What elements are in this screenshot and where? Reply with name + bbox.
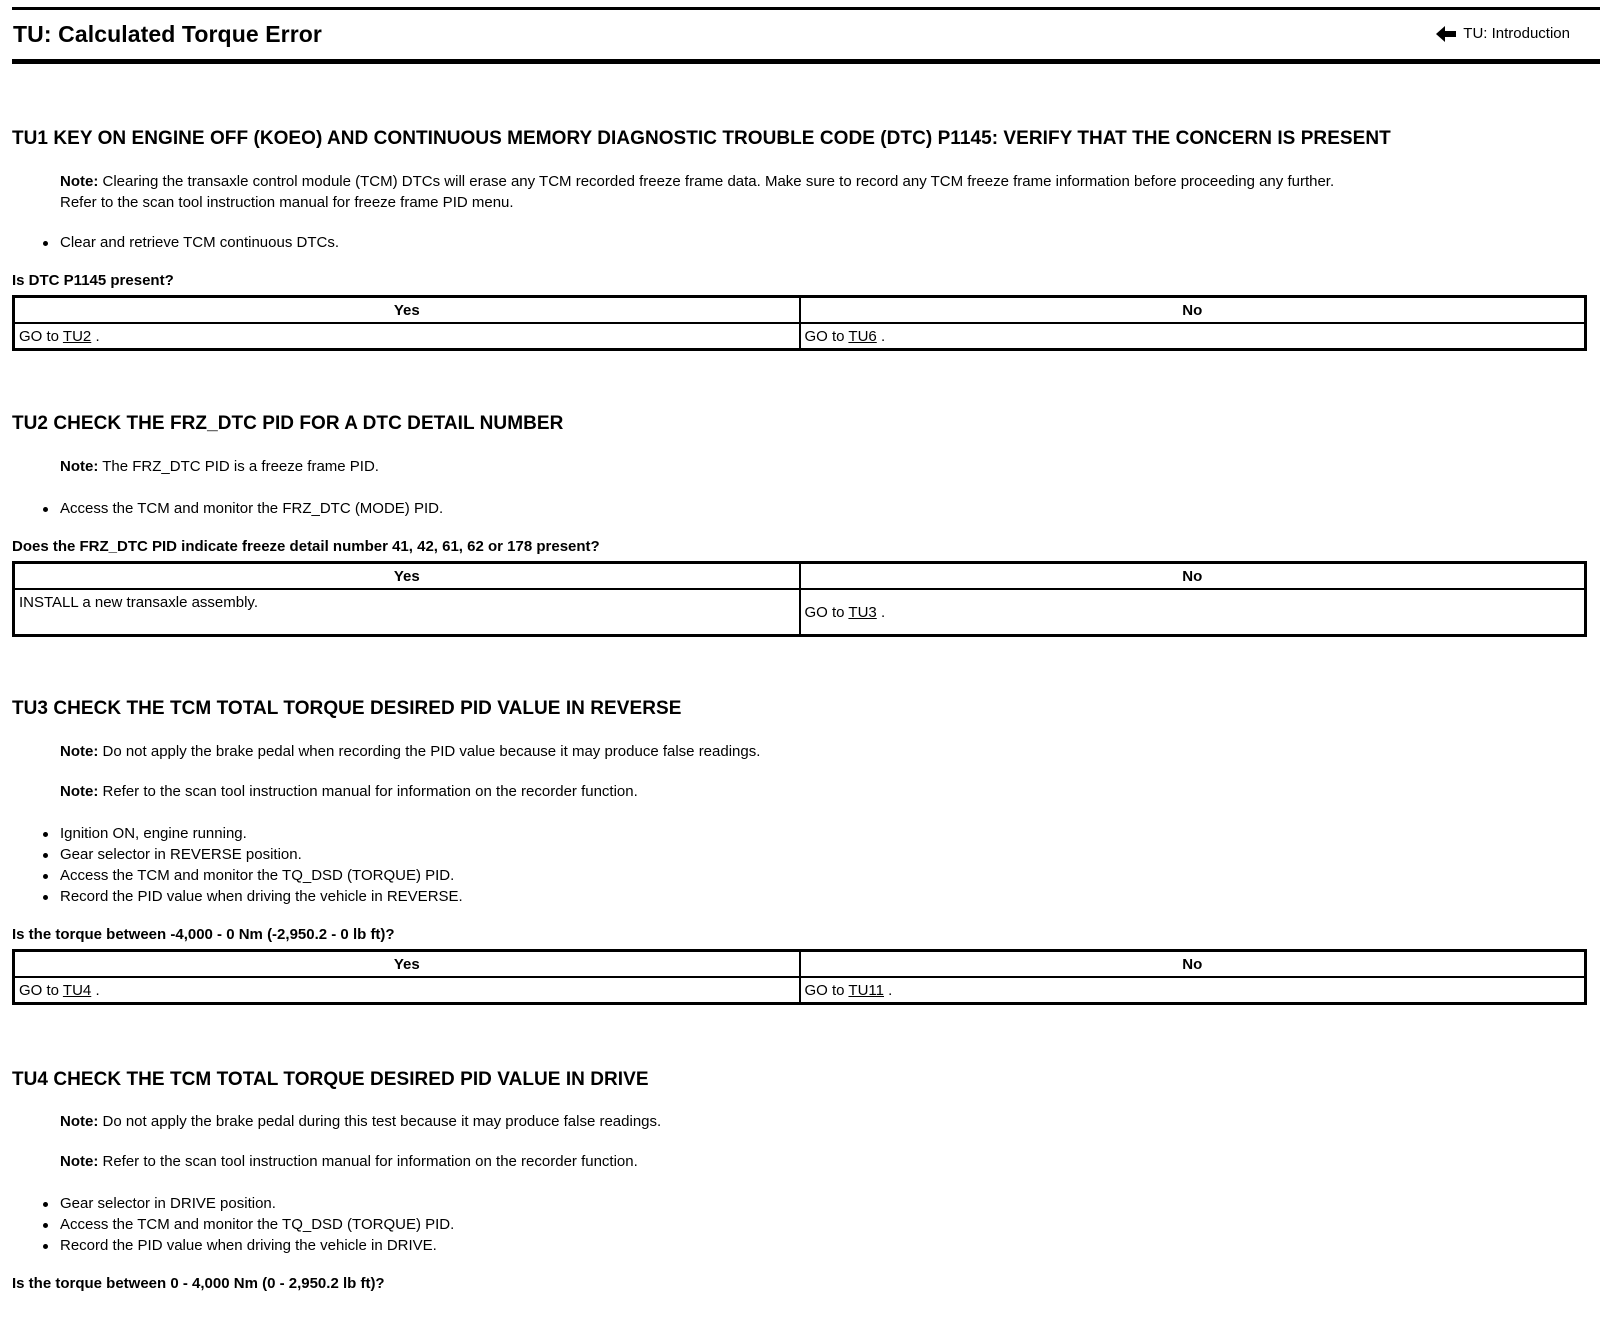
link-tu4[interactable]: TU4 [62,981,92,999]
note [60,1151,1587,1172]
note-text-continued: Refer to the scan tool instruction manual for freeze frame PID menu. [60,194,514,211]
note-text: Do not apply the brake pedal during this test because it may produce false readings. [102,1113,662,1130]
section-tu4 [12,1069,1587,1292]
note [60,781,1587,802]
list-item: Clear and retrieve TCM continuous DTCs. [60,232,1587,253]
note-label: Note: [60,458,99,475]
period: . [880,603,886,621]
note-label: Note: [60,743,99,760]
link-tu3[interactable]: TU3 [848,603,877,621]
left-arrow-icon [1436,26,1456,42]
note-text: Do not apply the brake pedal when recording the PID value because it may produce false readings. [102,743,761,760]
no-header: No [800,563,1586,590]
question: Does the FRZ_DTC PID indicate freeze detail number 41, 42, 61, 62 or 178 present? [12,538,600,555]
no-header: No [800,297,1586,324]
note-text: Clearing the transaxle control module (TCM) DTCs will erase any TCM recorded freeze frame data. Make sure to record any TCM freeze frame information before proceeding any further. [102,173,1335,190]
answer-table [12,949,1587,1005]
step-list [12,498,1587,519]
no-header: No [800,951,1586,978]
period: . [95,981,100,999]
note [60,1111,1587,1132]
note-label: Note: [60,173,99,190]
goto-text: GO to [804,981,845,999]
yes-cell [14,977,800,1004]
list-item: Access the TCM and monitor the TQ_DSD (TORQUE) PID. [60,1214,1587,1235]
title-underline [12,59,1600,64]
question: Is DTC P1145 present? [12,272,174,289]
yes-header: Yes [14,951,800,978]
goto-text: GO to [804,327,845,345]
back-link-label[interactable]: TU: Introduction [1463,25,1570,42]
period: . [888,981,893,999]
no-cell [800,977,1586,1004]
link-tu11[interactable]: TU11 [848,981,884,999]
note-text: Refer to the scan tool instruction manual for information on the recorder function. [102,1153,638,1170]
page-title: TU: Calculated Torque Error [13,21,322,47]
section-heading: TU2 CHECK THE FRZ_DTC PID FOR A DTC DETAIL NUMBER [12,413,564,434]
yes-cell [14,323,800,350]
note-label: Note: [60,1153,99,1170]
list-item: Record the PID value when driving the vehicle in REVERSE. [60,886,1587,907]
section-heading: TU1 KEY ON ENGINE OFF (KOEO) AND CONTINUOUS MEMORY DIAGNOSTIC TROUBLE CODE (DTC) P1145: VERIFY THAT THE CONCERN IS PRESENT [12,128,1391,149]
list-item: Gear selector in REVERSE position. [60,844,1587,865]
period: . [95,327,100,345]
goto-text: GO to [19,981,60,999]
note-label: Note: [60,783,99,800]
period: . [880,327,886,345]
step-list [12,1193,1587,1256]
yes-cell: INSTALL a new transaxle assembly. [14,589,800,636]
answer-table [12,561,1587,637]
list-item: Gear selector in DRIVE position. [60,1193,1587,1214]
note-text: Refer to the scan tool instruction manual for information on the recorder function. [102,783,638,800]
step-list [12,823,1587,907]
list-item: Access the TCM and monitor the TQ_DSD (TORQUE) PID. [60,865,1587,886]
section-tu1 [12,128,1587,351]
yes-header: Yes [14,297,800,324]
list-item: Ignition ON, engine running. [60,823,1587,844]
back-link-introduction[interactable] [1436,25,1570,42]
link-tu6[interactable]: TU6 [848,327,877,345]
section-heading: TU4 CHECK THE TCM TOTAL TORQUE DESIRED PID VALUE IN DRIVE [12,1069,649,1090]
question: Is the torque between -4,000 - 0 Nm (-2,950.2 - 0 lb ft)? [12,926,395,943]
yes-header: Yes [14,563,800,590]
section-tu3 [12,698,1587,1005]
note [60,741,1587,762]
list-item: Record the PID value when driving the vehicle in DRIVE. [60,1235,1587,1256]
question: Is the torque between 0 - 4,000 Nm (0 - 2,950.2 lb ft)? [12,1275,385,1292]
step-list [12,232,1587,253]
section-tu2 [12,413,1587,637]
note [60,456,1587,477]
no-cell [800,323,1586,350]
list-item: Access the TCM and monitor the FRZ_DTC (MODE) PID. [60,498,1587,519]
link-tu2[interactable]: TU2 [62,327,92,345]
no-cell [800,589,1586,636]
note-text: The FRZ_DTC PID is a freeze frame PID. [102,458,379,475]
top-rule [12,7,1600,10]
section-heading: TU3 CHECK THE TCM TOTAL TORQUE DESIRED PID VALUE IN REVERSE [12,698,682,719]
answer-table [12,295,1587,351]
goto-text: GO to [804,603,845,621]
note-label: Note: [60,1113,99,1130]
goto-text: GO to [19,327,60,345]
note [60,171,1587,213]
